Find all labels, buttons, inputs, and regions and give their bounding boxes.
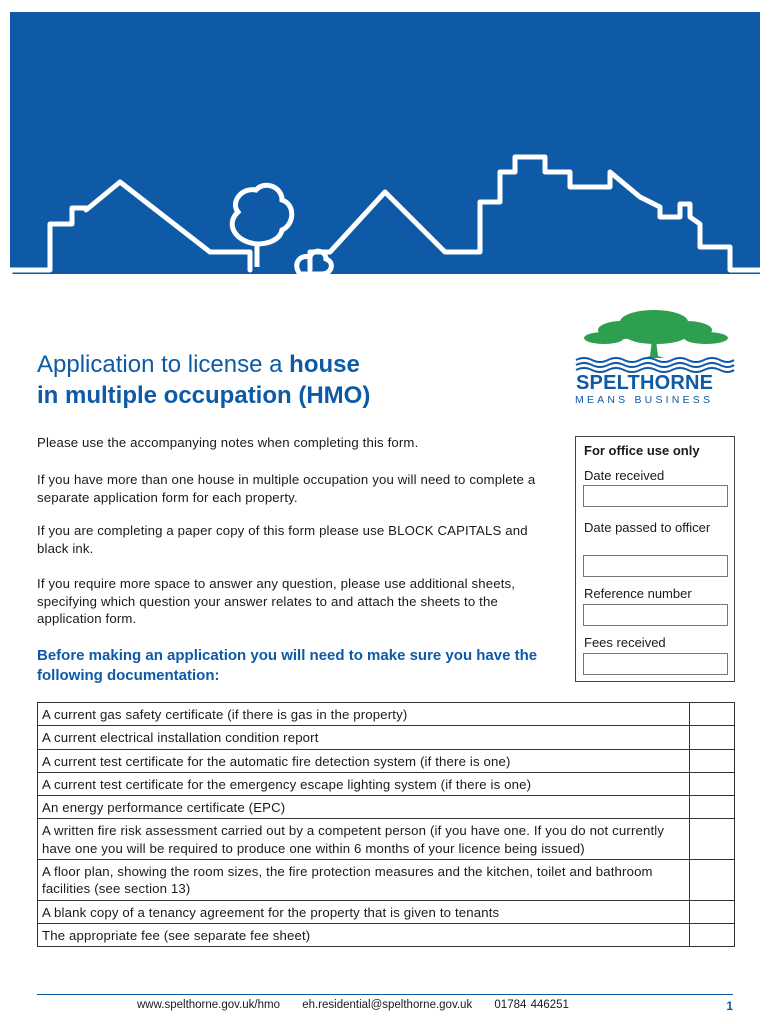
checklist-item-text: A current test certificate for the emergency escape lighting system (if there is one) (38, 773, 690, 795)
checklist-tick-box[interactable] (690, 924, 734, 946)
fees-received-field[interactable] (583, 653, 728, 675)
logo-brand-text: SPELTHORNE (576, 372, 714, 394)
title-plain: Application to license a (37, 351, 290, 378)
checklist-row (38, 924, 734, 946)
checklist-tick-box[interactable] (690, 860, 734, 900)
documentation-heading: Before making an application you will need to make sure you have the following documentation: (37, 647, 538, 684)
intro-paragraph-1: Please use the accompanying notes when completing this form. (37, 435, 419, 450)
page-number: 1 (726, 999, 733, 1013)
office-use-heading: For office use only (584, 443, 700, 458)
reference-number-field[interactable] (583, 604, 728, 626)
reference-number-label: Reference number (584, 586, 692, 601)
footer-email-link[interactable]: eh.residential@spelthorne.gov.uk (302, 999, 473, 1011)
checklist-item-text: A written fire risk assessment carried out by a competent person (if you have one. If you do not currently have one you will be required to produce one within 6 months of your licence being issued) (38, 819, 690, 859)
date-passed-label: Date passed to officer (584, 520, 711, 535)
header-banner (10, 12, 760, 274)
fees-received-label: Fees received (584, 635, 666, 650)
checklist-item-text: The appropriate fee (see separate fee sheet) (38, 924, 690, 946)
footer-website-link[interactable]: www.spelthorne.gov.uk/hmo (137, 999, 280, 1011)
checklist-tick-box[interactable] (690, 773, 734, 795)
checklist-row (38, 819, 734, 860)
title-bold-2: in multiple occupation (HMO) (37, 382, 371, 409)
skyline-illustration (10, 12, 760, 274)
logo-tagline: MEANS BUSINESS (575, 394, 714, 406)
checklist-row (38, 726, 734, 749)
title-bold-1: house (289, 351, 360, 378)
checklist-row (38, 901, 734, 924)
intro-paragraph-4: If you require more space to answer any question, please use additional sheets, specifying which question your answer relates to and attach the sheets to the application form. (37, 576, 516, 626)
checklist-row (38, 750, 734, 773)
footer-phone: 01784 446251 (494, 999, 569, 1011)
documentation-checklist (37, 702, 735, 947)
spelthorne-logo (574, 300, 736, 406)
date-passed-field[interactable] (583, 555, 728, 577)
checklist-tick-box[interactable] (690, 819, 734, 859)
checklist-row (38, 773, 734, 796)
checklist-item-text: A current electrical installation condition report (38, 726, 690, 748)
checklist-tick-box[interactable] (690, 703, 734, 725)
checklist-tick-box[interactable] (690, 726, 734, 748)
page-footer (37, 994, 733, 1013)
checklist-tick-box[interactable] (690, 901, 734, 923)
intro-paragraph-2: If you have more than one house in multiple occupation you will need to complete a separate application form for each property. (37, 472, 536, 505)
checklist-item-text: A floor plan, showing the room sizes, the fire protection measures and the kitchen, toilet and bathroom facilities (see section 13) (38, 860, 690, 900)
checklist-item-text: A current test certificate for the automatic fire detection system (if there is one) (38, 750, 690, 772)
page-title (37, 349, 557, 411)
intro-paragraph-3: If you are completing a paper copy of this form please use BLOCK CAPITALS and black ink. (37, 523, 528, 556)
checklist-tick-box[interactable] (690, 796, 734, 818)
checklist-item-text: A current gas safety certificate (if there is gas in the property) (38, 703, 690, 725)
checklist-item-text: An energy performance certificate (EPC) (38, 796, 690, 818)
checklist-row (38, 860, 734, 901)
footer-contacts (137, 999, 587, 1011)
checklist-item-text: A blank copy of a tenancy agreement for the property that is given to tenants (38, 901, 690, 923)
date-received-label: Date received (584, 468, 665, 483)
date-received-field[interactable] (583, 485, 728, 507)
office-use-panel (575, 436, 735, 682)
checklist-tick-box[interactable] (690, 750, 734, 772)
checklist-row (38, 703, 734, 726)
checklist-row (38, 796, 734, 819)
